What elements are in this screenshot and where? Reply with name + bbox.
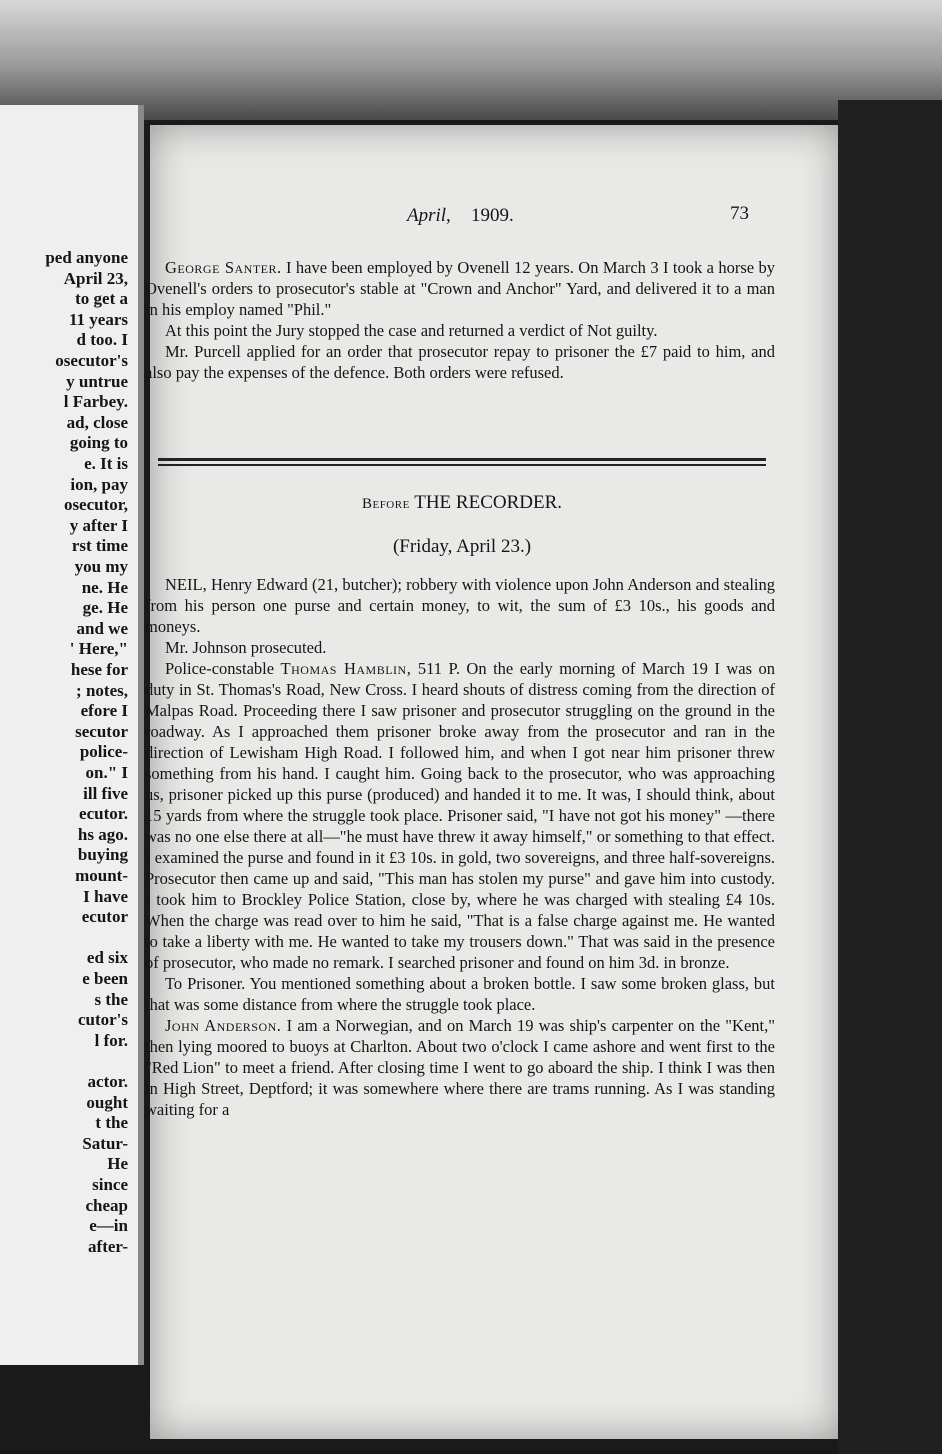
- left-page-line: ne. He: [81, 577, 128, 597]
- witness-name: George Santer.: [165, 258, 282, 277]
- constable-name: Thomas Hamblin,: [280, 659, 412, 678]
- constable-paragraph: [145, 658, 775, 973]
- anderson-paragraph: [145, 1015, 775, 1120]
- left-page-line: e been: [82, 969, 128, 988]
- left-page-line: hese for: [70, 660, 128, 679]
- left-page-line: e—in: [89, 1216, 128, 1236]
- left-page-line: ped anyone: [45, 248, 128, 267]
- anderson-name: John Anderson.: [165, 1016, 282, 1035]
- heading-before: Before: [361, 496, 410, 512]
- left-page-line: 11 years: [68, 309, 128, 329]
- background-top: [0, 0, 942, 120]
- constable-text: 511 P. On the early morning of March 19 I was on duty in St. Thomas's Road, New Cross. I heard shouts of distress coming from the direction of Malpas Road. Proceeding there I saw prisoner and prosecutor struggling on the ground in the roadway. As I approached them prisoner broke away from the prosecutor and ran in the direction of Lewisham High Road. I followed him, and when I got near him prisoner threw something from his hand. I caught him. Going back to the prosecutor, who was approaching us, prisoner picked up this purse (produced) and handed it to me. It was, I should think, about 15 yards from where the struggle took place. Prisoner said, "I have not got his money" —there was no one else there at all—"he must have threw it away himself," or something to that effect. I examined the purse and found in it £3 10s. in gold, two sovereigns, and three half-sovereigns. Prosecutor then came up and said, "This man has stolen my purse" and gave him into custody. I took him to Brockley Police Station, close by, where he was charged with stealing £4 10s. When the charge was read over to him he said, "That is a false charge against me. He wanted to take a liberty with me. He wanted to take my trousers down." That was said in the presence of prosecutor, who made no remark. I searched prisoner and found on him 3d. in bronze.: [145, 659, 776, 972]
- left-page-edge: [0, 105, 144, 1365]
- left-page-line: and we: [76, 618, 128, 638]
- left-page-line: y after I: [69, 515, 128, 535]
- left-page-line: He: [107, 1154, 128, 1174]
- left-page-line: buying: [77, 845, 128, 865]
- left-page-line: after-: [88, 1236, 128, 1256]
- constable-intro: Police-constable: [165, 659, 275, 678]
- left-page-line: e. It is: [84, 454, 128, 473]
- left-page-line: ' Here,": [69, 639, 128, 659]
- top-section: [145, 257, 775, 383]
- left-page-line: mount-: [75, 866, 128, 885]
- left-page-line: ge. He: [82, 598, 128, 618]
- left-page-line: efore I: [80, 701, 128, 721]
- left-page-line: cutor's: [77, 1010, 128, 1030]
- left-page-line: secutor: [75, 721, 128, 741]
- court-heading: [158, 492, 766, 514]
- left-page-line: ought: [86, 1092, 128, 1112]
- left-page-line: t the: [95, 1113, 128, 1133]
- verdict-paragraph: At this point the Jury stopped the case and returned a verdict of Not guilty.: [165, 321, 658, 340]
- witness-text: I have been employed by Ovenell 12 years. On March 3 I took a horse by Ovenell's orders to prosecutor's stable at "Crown and Anchor" Yard, and delivered it to a man in his employ named "Phil.": [145, 258, 775, 319]
- left-page-line: osecutor,: [63, 495, 128, 515]
- left-page-line: ecutor: [81, 907, 128, 927]
- case-section: [145, 574, 775, 1120]
- left-page-line: to get a: [75, 289, 128, 309]
- left-page-line: you my: [74, 557, 128, 576]
- header-year: 1909.: [471, 205, 514, 226]
- left-page-line: y untrue: [66, 371, 128, 391]
- left-page-line: ed six: [86, 948, 128, 968]
- left-page-line: going to: [69, 433, 128, 453]
- left-page-line: since: [92, 1175, 128, 1194]
- santer-paragraph: [145, 257, 775, 320]
- left-page-line: s the: [94, 989, 128, 1009]
- right-shadow: [838, 100, 942, 1454]
- left-page-line: ecutor.: [79, 804, 128, 824]
- heading-date: (Friday, April 23.): [392, 536, 532, 557]
- heading-recorder: THE RECORDER.: [414, 492, 563, 513]
- prosecution-paragraph: Mr. Johnson prosecuted.: [165, 638, 327, 657]
- charge-paragraph: NEIL, Henry Edward (21, butcher); robbery with violence upon John Anderson and stealing from his person one purse and certain money, to wit, the sum of £3 10s., his goods and moneys.: [145, 575, 775, 636]
- left-page-line: Satur-: [82, 1133, 128, 1153]
- left-page-line: police-: [79, 742, 128, 762]
- left-page-line: l Farbey.: [63, 392, 128, 412]
- left-page-line: ion, pay: [70, 474, 128, 494]
- left-page-line: ill five: [83, 783, 128, 803]
- anderson-text: I am a Norwegian, and on March 19 was ship's carpenter on the "Kent," then lying moored to buoys at Charlton. About two o'clock I came ashore and went first to the "Red Lion" to meet a friend. After closing time I went to go aboard the ship. I think I was then in High Street, Deptford; it was somewhere where there are trams running. As I was standing waiting for a: [145, 1016, 775, 1119]
- left-page-line: osecutor's: [55, 351, 128, 370]
- to-prisoner-paragraph: To Prisoner. You mentioned something about a broken bottle. I saw some broken glass, but that was some distance from where the struggle took place.: [145, 974, 775, 1014]
- left-page-line: actor.: [87, 1072, 128, 1091]
- left-page-line: ad, close: [66, 412, 128, 432]
- section-rule: [158, 458, 766, 461]
- header-month: April,: [407, 205, 451, 226]
- section-rule-thin: [158, 464, 766, 466]
- left-page-line: I have: [83, 886, 128, 906]
- purcell-paragraph: Mr. Purcell applied for an order that prosecutor repay to prisoner the £7 paid to him, and also pay the expenses of the defence. Both orders were refused.: [145, 342, 775, 382]
- left-page-line: April 23,: [63, 268, 128, 288]
- left-page-line: on." I: [85, 763, 128, 782]
- left-page-line: d too. I: [76, 330, 128, 350]
- left-page-line: cheap: [85, 1195, 128, 1215]
- page-number: 73: [730, 203, 749, 224]
- left-page-line: ; notes,: [76, 680, 128, 700]
- left-page-line: rst time: [71, 536, 128, 556]
- left-page-line: l for.: [94, 1030, 128, 1050]
- left-page-line: hs ago.: [77, 824, 128, 844]
